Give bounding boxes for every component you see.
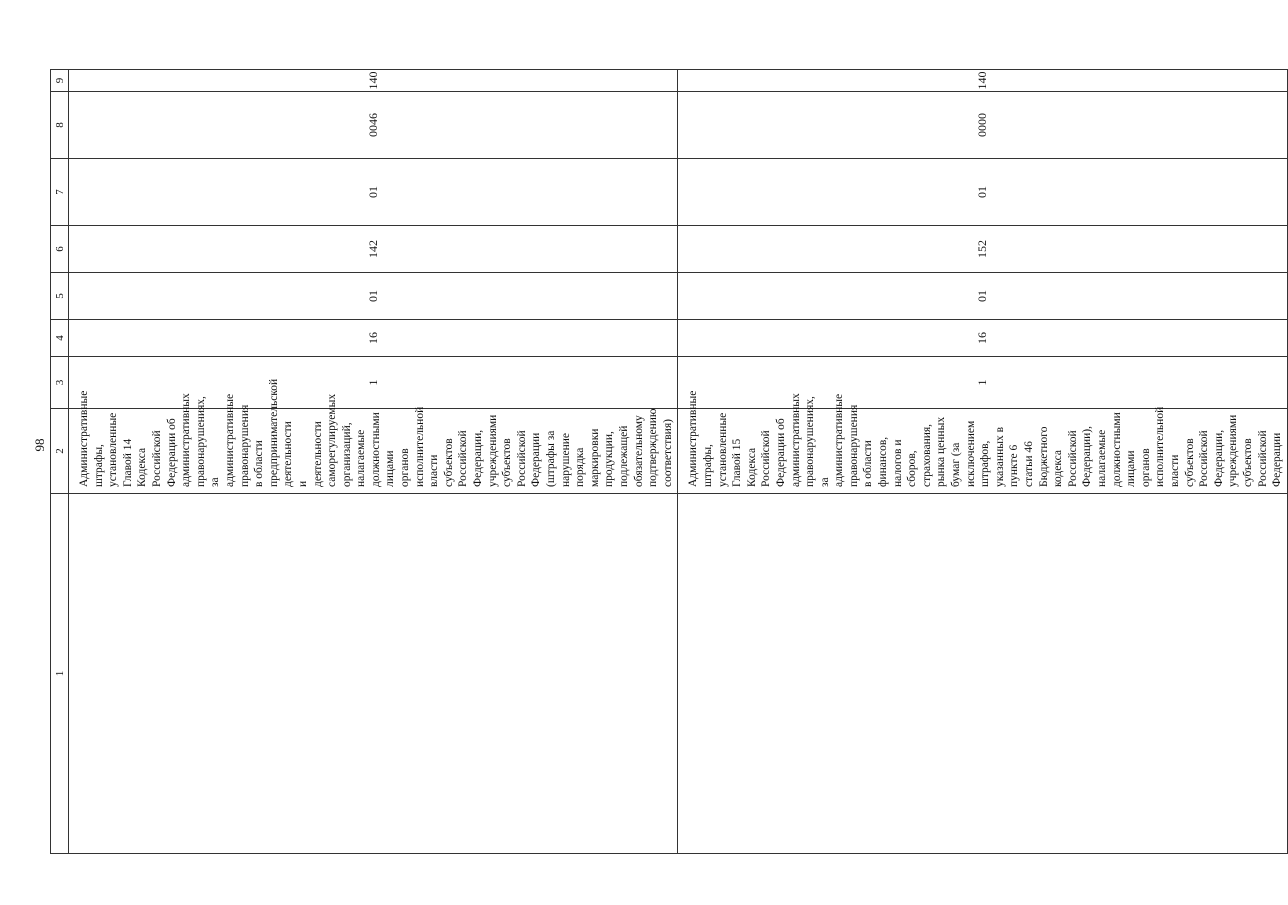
table-row <box>69 70 678 854</box>
column-header-8: 8 <box>51 92 69 159</box>
page-number: 98 <box>32 438 47 452</box>
description-cell: Административные штрафы, установленные Главой 14 Кодекса Российской Федерации об административных правонарушениях, за административные правонарушения в области предпринимательской деятельности и деятельности саморегулируемых организаций, налагаемые должностными лицами органов исполнительной власти субъектов Российской Федерации, учреждениями субъектов Российской Федерации (штрафы за нарушение порядка маркировки продукции, подлежащей обязательному подтверждению соответствия) <box>69 409 678 494</box>
column-header-3: 3 <box>51 357 69 409</box>
cell-col3: 1 <box>69 357 678 409</box>
cell-col5: 01 <box>678 273 1287 320</box>
cell-col6: 152 <box>678 226 1287 273</box>
cell-col7: 01 <box>69 159 678 226</box>
cell-col5: 01 <box>69 273 678 320</box>
column-header-9: 9 <box>51 70 69 92</box>
rotated-table-container <box>50 70 1284 854</box>
cell-col4: 16 <box>69 320 678 357</box>
column-header-5: 5 <box>51 273 69 320</box>
header-row <box>51 70 69 854</box>
column-header-7: 7 <box>51 159 69 226</box>
empty-cell <box>69 494 678 854</box>
cell-col7: 01 <box>678 159 1287 226</box>
budget-table <box>50 69 1288 854</box>
cell-col8: 0000 <box>678 92 1287 159</box>
column-header-6: 6 <box>51 226 69 273</box>
description-cell: Административные штрафы, установленные Главой 15 Кодекса Российской Федерации об административных правонарушениях, за административные правонарушения в области финансов, налогов и сборов, страхования, рынка ценных бумаг (за исключением штрафов, указанных в пункте 6 статьи 46 Бюджетного кодекса Российской Федерации), налагаемые должностными лицами органов исполнительной власти субъектов Российской Федерации, учреждениями субъектов Российской Федерации <box>678 409 1287 494</box>
empty-cell <box>678 494 1287 854</box>
cell-col9: 140 <box>69 70 678 92</box>
cell-col8: 0046 <box>69 92 678 159</box>
cell-col6: 142 <box>69 226 678 273</box>
cell-col4: 16 <box>678 320 1287 357</box>
cell-col3: 1 <box>678 357 1287 409</box>
table-row <box>678 70 1287 854</box>
column-header-2: 2 <box>51 409 69 494</box>
cell-col9: 140 <box>678 70 1287 92</box>
column-header-1: 1 <box>51 494 69 854</box>
column-header-4: 4 <box>51 320 69 357</box>
